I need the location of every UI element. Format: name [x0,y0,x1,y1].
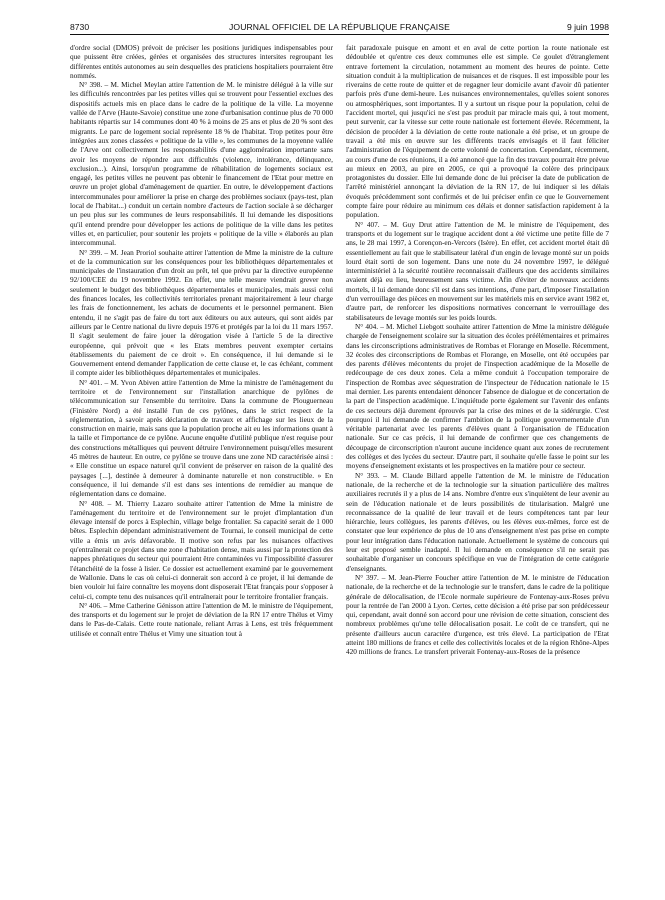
paragraph: N° 404. – M. Michel Liebgott souhaite attirer l'attention de Mme la ministre déléguée chargée de l'enseignement scolaire sur la situation des écoles préélémentaires et primaires dans les circonscriptions administratives de Rombas et Florange en Moselle. Récemment, 32 écoles des circonscriptions de Rombas et Florange, en Moselle, ont été occupées par des parents d'élèves mécontents du projet de l'inspection académique de la Moselle de redécoupage de ces deux zones. Cela a même conduit à l'occupation temporaire de l'inspection de Rombas avec séquestration de l'inspecteur de l'éducation nationale le 15 mai dernier. Les parents entendaient dénoncer l'absence de dialogue et de concertation de la part de l'inspection académique. L'inquiétude porte également sur l'avenir des enfants de ces secteurs déjà durement éprouvés par la crise des mines et de la sidérurgie. C'est pourquoi il lui demande de confirmer l'ambition de la politique gouvernementale d'un véritable partenariat avec les parents d'élèves quant à l'organisation de l'Education nationale. Sur ce cas précis, il lui demande de confirmer que ces changements de découpage de circonscription n'auront aucune incidence quant aux zones de recrutement des collèges et des lycées du secteur. D'autre part, il souhaite qu'elle fasse le point sur les moyens d'enseignement existants et les prospectives en la matière pour ce secteur. [346,321,609,471]
paragraph: N° 407. – M. Guy Drut attire l'attention de M. le ministre de l'équipement, des transports et du logement sur le tragique accident dont a été victime une petite fille de 7 ans, le 28 mai 1997, à Corençon-en-Vercors (Isère). En effet, cet accident mortel était dû essentiellement au fait que le stabilisateur latéral d'un engin de levage monté sur un poids lourd était sorti de son logement. Dans une note du 24 novembre 1997, le délégué interministériel à la sécurité routière reconnaissait d'ailleurs que des accidents similaires avaient déjà eu lieu, heureusement sans victime. Afin d'éviter de nouveaux accidents mortels, il lui demande donc s'il est dans ses intentions, d'une part, d'imposer l'installation d'un verrouillage des pièces en mouvement sur les matériels mis en service avant 1982 et, d'autre part, de renforcer les dispositions normatives concernant le verrouillage des stabilisateurs de levage montés sur les poids lourds. [346,219,609,322]
paragraph: N° 401. – M. Yvon Abiven attire l'attention de Mme la ministre de l'aménagement du territoire et de l'environnement sur l'installation anarchique de pylônes de télécommunication sur l'ensemble du territoire. Dans la commune de Plouguerneau (Finistère Nord) a été installé l'un de ces pylônes, dans le strict respect de la réglementation, à savoir après déclaration de travaux et affichage sur les lieux de la construction en mairie, mais sans que la population proche ait eu les informations quant à la taille et l'importance de ce pylône. Aucune enquête d'utilité publique n'est requise pour des constructions métalliques qui peuvent détruire l'environnement puisqu'elles mesurent 45 mètres de hauteur. En outre, ce pylône se trouve dans une zone ND caractérisée ainsi : « Elle constitue un espace naturel qu'il convient de préserver en raison de la qualité des paysages [...], destinée à demeurer à dominante naturelle et non constructible. » En conséquence, il lui demande s'il est dans ses intentions de remédier au manque de réglementation dans ce domaine. [70,377,333,499]
paragraph: N° 408. – M. Thierry Lazaro souhaite attirer l'attention de Mme la ministre de l'aménagement du territoire et de l'environnement sur le projet d'implantation d'un élevage intensif de porcs à Esplechin, village belge frontalier. Sa capacité serait de 1 000 bêtes. Esplechin dépendant administrativement de Tournai, le conseil municipal de cette ville a émis un avis défavorable. Il motive son refus par les nuisances olfactives qu'entraînerait ce projet dans une zone d'habitation dense, mais aussi par la protection des nappes phréatiques du secteur qui pourraient être contaminées vu l'impossibilité d'assurer l'étanchéité de la fosse à lisier. Ce dossier est actuellement examiné par le gouvernement de Wallonie. Dans le cas où celui-ci donnerait son accord à ce projet, il lui demande de bien vouloir lui faire connaître les moyens dont disposerait l'Etat français pour s'opposer à celui-ci, compte tenu des nuisances qu'il entraînerait pour le territoire frontalier français. [70,498,333,601]
paragraph: N° 406. – Mme Catherine Génisson attire l'attention de M. le ministre de l'équipement, des transports et du logement sur le projet de déviation de la RN 17 entre Thélus et Vimy dans le Pas-de-Calais. Cette route nationale, reliant Arras à Lens, est très fréquemment utilisée et connaît entre Thélus et Vimy une situation tout à [70,600,333,638]
paragraph: fait paradoxale puisque en amont et en aval de cette portion la route nationale est dédoublée et qu'entre ces deux communes elle est simple. Ce goulet d'étranglement entrave fortement la circulation, notamment au moment des heures de pointe. Cette situation conduit à la multiplication de nuisances et de risques. Il est impossible pour les riverains de cette route de quitter et de regagner leur domicile avant d'avoir dû patienter parfois près d'une demi-heure. Les nuisances environnementales, qu'elles soient sonores ou atmosphériques, sont importantes. Il y a surtout un risque pour la population, celui de l'accident mortel, qui jusqu'ici ne s'est pas produit par miracle mais qui, à tout moment, peut survenir, car la vitesse sur cette route nationale est fortement élevée. Récemment, la décision de procéder à la déviation de cette route nationale a été prise, et un groupe de travail a été mis en œuvre sur les différents tracés envisagés et il faut féliciter l'administration de l'équipement de cette volonté de concertation. Cependant, récemment, au cours d'une de ces réunions, il a été annoncé que la fin des travaux pourrait être prévue au mieux en 2003, au pire en 2005, ce qui a provoqué la colère des principaux protagonistes du dossier. Elle lui demande donc de lui préciser la date de publication de l'arrêté ministériel annonçant la déviation de la RN 17, de lui indiquer si les délais évoqués précédemment sont confirmés et de lui préciser enfin ce que le Gouvernement compte faire pour réduire au minimum ces délais et donner satisfaction rapidement à la population. [346,43,609,220]
paragraph: N° 393. – M. Claude Billard appelle l'attention de M. le ministre de l'éducation nationale, de la recherche et de la technologie sur la situation particulière des maîtres auxiliaires recrutés il y a plus de 14 ans. Nombre d'entre eux s'inquiètent de leur avenir au sein de l'éducation nationale et de leurs possibilités de titularisation. Malgré une reconnaissance de la qualité de leur travail et de leurs compétences tant par leur hiérarchie, leurs collègues, les parents d'élèves, ou les élèves eux-mêmes, force est de constater que leur expérience de plus de 10 ans d'enseignement n'est pas prise en compte pour leur intégration dans l'éducation nationale. Actuellement le système de concours qui leur est proposé semble inadapté. Il lui demande en conséquence s'il ne serait pas souhaitable d'organiser un concours spécifique en vue de l'intégration de cette catégorie d'enseignants. [346,470,609,573]
page-header [70,21,609,33]
right-column [346,43,609,893]
paragraph: N° 399. – M. Jean Proriol souhaite attirer l'attention de Mme la ministre de la culture et de la communication sur les conséquences pour les bibliothèques départementales et municipales de l'instauration d'un droit au prêt, tel que prévu par la directive européenne 92/100/CEE du 19 novembre 1992. En effet, une telle mesure viendrait grever non seulement le budget des bibliothèques départementales et municipales, mais aussi celui des finances locales, les collectivités territoriales prenant majoritairement à leur charge les frais de fonctionnement, les achats de documents et le personnel permanent. Bien entendu, il ne s'agit pas de faire du tort aux éditeurs ou aux auteurs, qui sont aidés par ailleurs par le Centre national du livre depuis 1976 et protégés par la loi du 11 mars 1957. Il s'agit seulement de faire jouer la dérogation visée à l'article 5 de la directive européenne, qui prévoit que « les Etats membres peuvent exempter certains établissements du paiement de ce droit ». En conséquence, il lui demande si le Gouvernement entend demander l'application de cette clause et, le cas échéant, comment il compte aider les bibliothèques départementales et municipales. [70,247,333,378]
page-number: 8730 [70,22,90,32]
issue-date: 9 juin 1998 [566,22,609,32]
header-rule [70,34,609,35]
paragraph: d'ordre social (DMOS) prévoit de préciser les positions juridiques indispensables pour que puissent être créées, gérées et organisées des structures intersites regroupant les différentes entités autonomes au sein desquelles des praticiens hospitaliers pourraient être nommés. [70,43,333,80]
journal-title: JOURNAL OFFICIEL DE LA RÉPUBLIQUE FRANÇAISE [229,22,450,32]
paragraph: N° 397. – M. Jean-Pierre Foucher attire l'attention de M. le ministre de l'éducation nationale, de la recherche et de la technologie sur le transfert, dans le cadre de la politique générale de délocalisation, de l'Ecole normale supérieure de Fontenay-aux-Roses prévu pour la rentrée de l'an 2000 à Lyon. Certes, cette décision a été prise par son prédécesseur qui, cependant, avait donné son accord pour une révision de cette situation, conscient des nombreux problèmes qu'une telle délocalisation posait. Le coût de ce transfert, qui ne présente d'ailleurs aucun caractère d'urgence, est très élevé. La participation de l'Etat atteint 180 millions de francs et celle des collectivités locales et de la région Rhône-Alpes 420 millions de francs. Le transfert priverait Fontenay-aux-Roses de la présence [346,572,609,657]
paragraph: N° 398. – M. Michel Meylan attire l'attention de M. le ministre délégué à la ville sur les difficultés rencontrées par les petites villes qui se trouvent pour l'essentiel exclues des dispositifs actuels mis en place dans le cadre de la politique de la ville. La moyenne vallée de l'Arve (Haute-Savoie) constitue une zone d'urbanisation continue plus de 70 000 habitants répartis sur 14 communes dont 40 % à moins de 25 ans et plus de 20 % sont des migrants. Le parc de logement social représente 18 % de l'habitat. Trop petites pour être intégrées aux zones classées « politique de la ville », les communes de la moyenne vallée de l'Arve ont collectivement les responsabilités d'une agglomération importante sans avoir les moyens de répondre aux difficultés (violence, intolérance, délinquance, exclusion...). Ainsi, lorsqu'un programme de réhabilitation de logements sociaux est engagé, les petites villes ne peuvent pas obtenir le financement de l'Etat pour mettre en œuvre un projet global d'aménagement de quartier. En outre, le développement d'actions intercommunales pour améliorer la prise en charge des problèmes sociaux (pays-test, plan local de l'habitat...) conduit un certain nombre d'acteurs de l'action sociale à se décharger un peu plus sur les communes de leurs responsabilités. Il lui demande les dispositions qu'il entend prendre pour développer les actions de politique de la ville dans les petites villes et, en particulier, pour soutenir les projets « politique de la ville » élaborés au plan intercommunal. [70,80,333,248]
left-column [70,43,333,893]
